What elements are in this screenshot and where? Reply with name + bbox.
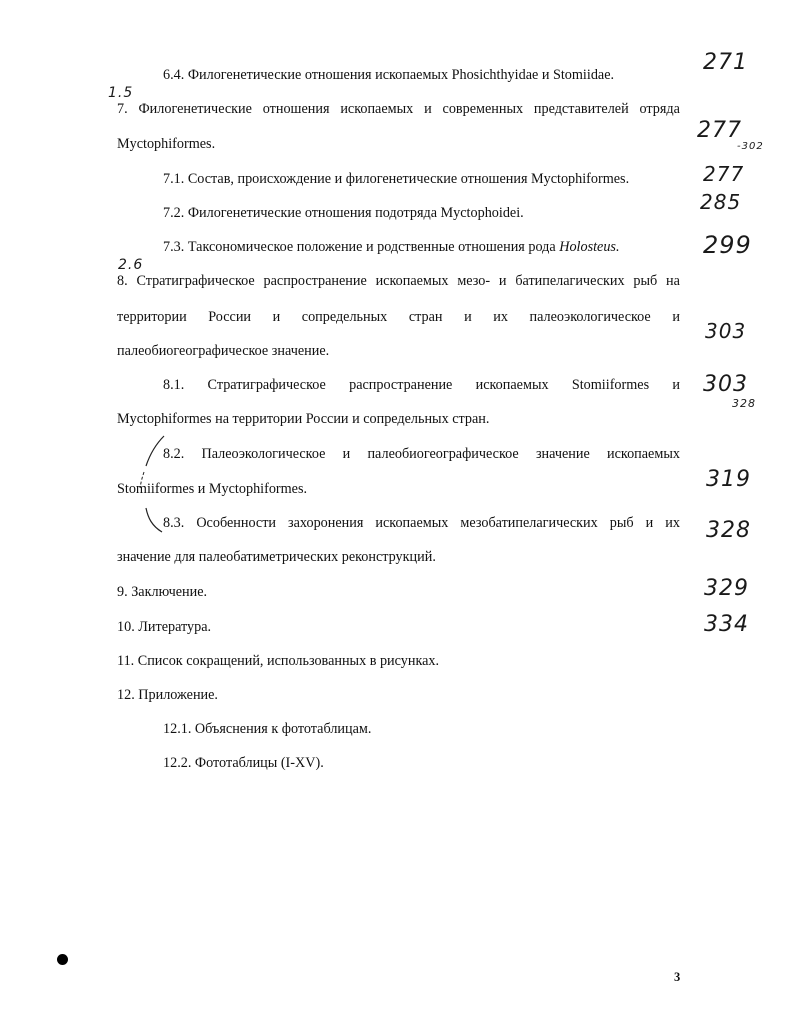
toc-12-1: 12.1. Объяснения к фототаблицам. bbox=[163, 721, 372, 737]
toc-11: 11. Список сокращений, использованных в рисунках. bbox=[117, 653, 440, 669]
toc-10: 10. Литература. bbox=[117, 619, 212, 635]
punch-hole-dot bbox=[57, 954, 68, 965]
handwritten-page-6-4: 271 bbox=[703, 50, 748, 75]
genus-holosteus: Holosteus. bbox=[559, 239, 620, 255]
page-number: 3 bbox=[674, 970, 681, 984]
handwritten-mark-8: 2.6 bbox=[118, 257, 144, 273]
handwritten-page-7-sub: -302 bbox=[737, 141, 764, 152]
toc-8-2-line1: 8.2. Палеоэкологическое и палеобиогеографическое значение ископаемых bbox=[163, 446, 680, 462]
toc-12: 12. Приложение. bbox=[117, 687, 218, 703]
toc-7-2: 7.2. Филогенетические отношения подотряда Myctophoidei. bbox=[163, 205, 524, 221]
handwritten-page-8: 303 bbox=[705, 319, 747, 343]
toc-8-1-line1: 8.1. Стратиграфическое распространение ископаемых Stomiiformes и bbox=[163, 377, 680, 393]
handwritten-page-7-3: 299 bbox=[703, 231, 752, 259]
handwritten-page-7-2: 285 bbox=[700, 190, 742, 214]
toc-8-3-line2: значение для палеобатиметрических реконструкций. bbox=[117, 549, 436, 565]
handwritten-page-7-1: 277 bbox=[703, 162, 745, 186]
handwritten-page-7: 277 bbox=[697, 118, 742, 143]
handwritten-page-8-1: 303 bbox=[703, 372, 748, 397]
toc-7-line1: 7. Филогенетические отношения ископаемых и современных представителей отряда bbox=[117, 101, 680, 117]
toc-12-2: 12.2. Фототаблицы (I-XV). bbox=[163, 755, 324, 771]
handwritten-page-10: 334 bbox=[704, 612, 749, 637]
toc-7-line2: Myctophiformes. bbox=[117, 136, 216, 152]
toc-8-line1: 8. Стратиграфическое распространение ископаемых мезо- и батипелагических рыб на bbox=[117, 273, 680, 289]
toc-7-1: 7.1. Состав, происхождение и филогенетические отношения Myctophiformes. bbox=[163, 171, 630, 187]
toc-8-1-line2: Myctophiformes на территории России и сопредельных стран. bbox=[117, 411, 490, 427]
toc-8-3-line1: 8.3. Особенности захоронения ископаемых мезобатипелагических рыб и их bbox=[163, 515, 680, 531]
handwritten-page-8-3: 328 bbox=[706, 518, 751, 543]
toc-6-4: 6.4. Филогенетические отношения ископаемых Phosichthyidae и Stomiidae. bbox=[163, 67, 615, 83]
toc-8-2-line2: Stomiiformes и Myctophiformes. bbox=[117, 481, 308, 497]
handwritten-mark-7: 1.5 bbox=[108, 85, 134, 101]
toc-7-3: 7.3. Таксономическое положение и родственные отношения рода Holosteus. bbox=[163, 239, 620, 255]
handwritten-page-9: 329 bbox=[704, 576, 749, 601]
toc-8-line2: территории России и сопредельных стран и их палеоэкологическое и bbox=[117, 309, 680, 325]
handwritten-page-8-1-sub: 328 bbox=[732, 397, 756, 410]
toc-9: 9. Заключение. bbox=[117, 584, 208, 600]
handwritten-page-8-2: 319 bbox=[706, 467, 751, 492]
toc-8-line3: палеобиогеографическое значение. bbox=[117, 343, 330, 359]
handwritten-bracket bbox=[130, 432, 170, 542]
